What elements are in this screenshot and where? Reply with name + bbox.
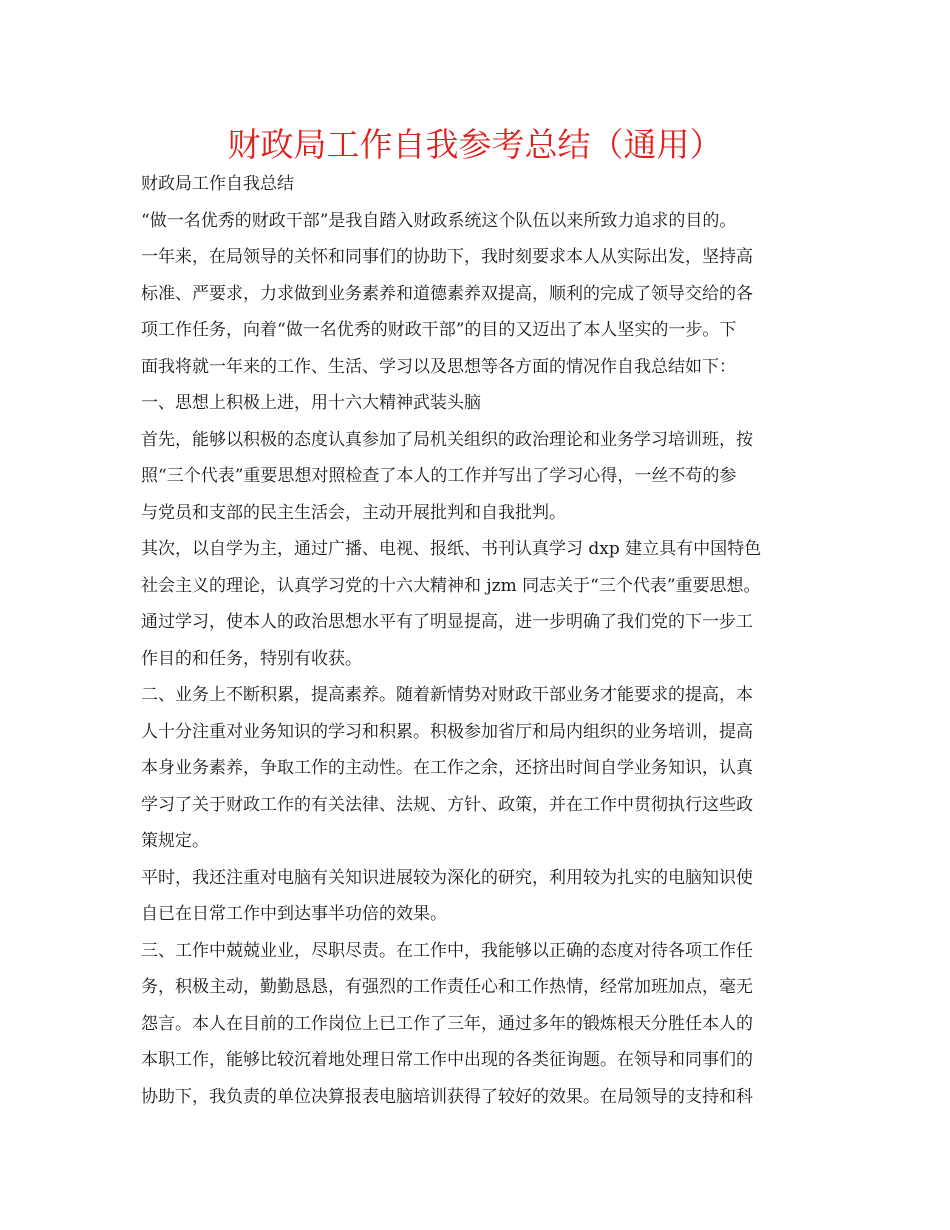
- body-line: 作目的和任务，特别有收获。: [141, 648, 362, 669]
- body-line: 通过学习，使本人的政治思想水平有了明显提高，进一步明确了我们党的下一步工: [141, 612, 753, 632]
- body-line: 面我将就一年来的工作、生活、学习以及思想等各方面的情况作自我总结如下：: [141, 356, 736, 377]
- body-line: 财政局工作自我总结: [141, 174, 294, 194]
- body-line: 协助下，我负责的单位决算报表电脑培训获得了较好的效果。在局领导的支持和科: [141, 1086, 753, 1107]
- body-line: 其次，以自学为主，通过广播、电视、报纸、书刊认真学习 dxp 建立具有中国特色: [141, 539, 762, 559]
- body-line: 一年来，在局领导的关怀和同事们的协助下，我时刻要求本人从实际出发，坚持高: [141, 247, 753, 267]
- body-line: “做一名优秀的财政干部”是我自踏入财政系统这个队伍以来所致力追求的目的。: [141, 210, 737, 231]
- body-line: 项工作任务，向着“做一名优秀的财政干部”的目的又迈出了本人坚实的一步。下: [141, 320, 737, 340]
- body-line: 三、工作中兢兢业业，尽职尽责。在工作中，我能够以正确的态度对待各项工作任: [141, 940, 753, 961]
- document-body: [141, 166, 821, 1115]
- body-line: 平时，我还注重对电脑有关知识进展较为深化的研究，利用较为扎实的电脑知识使: [141, 867, 753, 888]
- body-line: 怨言。本人在目前的工作岗位上已工作了三年，通过多年的锻炼根天分胜任本人的: [141, 1013, 753, 1034]
- body-line: 二、业务上不断积累，提高素养。随着新情势对财政干部业务才能要求的提高，本: [141, 685, 753, 705]
- body-line: 标准、严要求，力求做到业务素养和道德素养双提高，顺利的完成了领导交给的各: [141, 283, 753, 304]
- body-line: 本职工作，能够比较沉着地处理日常工作中出现的各类征询题。在领导和同事们的: [141, 1050, 753, 1070]
- body-line: 照“三个代表”重要思想对照检查了本人的工作并写出了学习心得，一丝不苟的参: [141, 466, 737, 486]
- body-line: 人十分注重对业务知识的学习和积累。积极参加省厅和局内组织的业务培训，提高: [141, 721, 753, 742]
- body-line: 首先，能够以积极的态度认真参加了局机关组织的政治理论和业务学习培训班，按: [141, 429, 753, 450]
- body-line: 自已在日常工作中到达事半功倍的效果。: [141, 904, 447, 924]
- body-line: 策规定。: [141, 831, 209, 851]
- document-title: 财政局工作自我参考总结（通用）: [227, 125, 723, 164]
- body-line: 与党员和支部的民主生活会，主动开展批判和自我批判。: [141, 502, 566, 523]
- body-line: 社会主义的理论，认真学习党的十六大精神和 jzm 同志关于“三个代表”重要思想。: [141, 575, 761, 596]
- body-line: 务，积极主动，勤勤恳恳，有强烈的工作责任心和工作热情，经常加班加点，毫无: [141, 977, 753, 997]
- body-line: 一、思想上积极上进，用十六大精神武装头脑: [141, 393, 481, 413]
- body-line: 学习了关于财政工作的有关法律、法规、方针、政策，并在工作中贯彻执行这些政: [141, 794, 753, 815]
- body-line: 本身业务素养，争取工作的主动性。在工作之余，还挤出时间自学业务知识，认真: [141, 758, 753, 778]
